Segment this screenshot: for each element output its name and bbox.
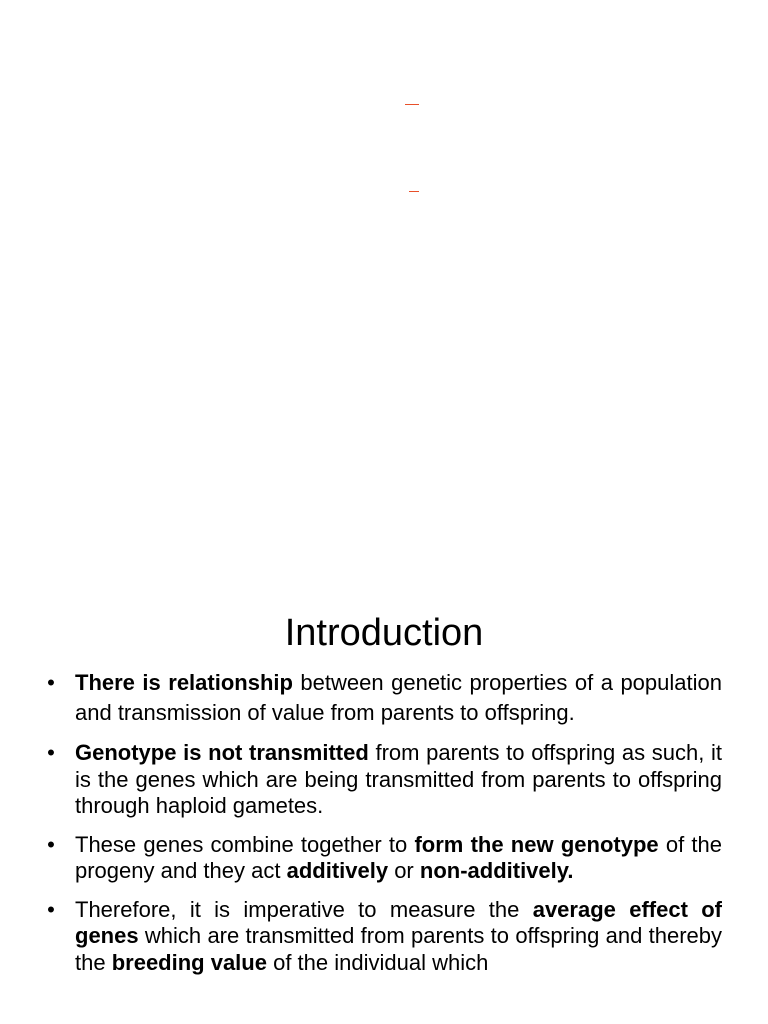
- bullet-text-bold: non-additively.: [419, 858, 574, 883]
- bullet-text: of the individual which: [266, 949, 489, 975]
- bullet-point-icon: •: [47, 831, 55, 857]
- bullet-point-icon: •: [47, 896, 55, 922]
- bullet-item-4: [0, 897, 768, 977]
- bullet-item-2: [0, 740, 768, 820]
- bullet-text: Therefore, it is imperative to measure the: [75, 896, 533, 922]
- bullet-point-icon: •: [47, 740, 55, 765]
- bullet-text-bold: Genotype is not transmitted: [75, 740, 369, 765]
- bullet-text-bold: form the new genotype: [414, 831, 659, 857]
- bullet-text: of the progeny and they act: [75, 831, 723, 883]
- page-title: Introduction: [284, 612, 484, 654]
- bullet-text: or: [388, 858, 420, 883]
- bullet-list: [0, 668, 768, 988]
- bullet-text-bold: average effect of genes: [75, 896, 722, 948]
- bullet-text: which are transmitted from parents to offspring and thereby the: [75, 923, 722, 975]
- decorative-line-bottom: [409, 191, 419, 192]
- bullet-text-bold: breeding value: [111, 949, 267, 975]
- bullet-text: from parents to offspring as such, it is the genes which are being transmitted from parents to offspring through haploid gametes.: [75, 740, 722, 818]
- decorative-line-top: [405, 104, 419, 105]
- bullet-text: These genes combine together to: [75, 831, 415, 857]
- bullet-text-bold: additively: [286, 858, 389, 883]
- bullet-text-bold: There is relationship: [75, 670, 293, 695]
- bullet-point-icon: •: [47, 670, 55, 695]
- bullet-item-3: [0, 832, 768, 885]
- bullet-text: between genetic properties of a population and transmission of value from parents to offspring.: [75, 670, 722, 725]
- bullet-item-1: [0, 668, 768, 728]
